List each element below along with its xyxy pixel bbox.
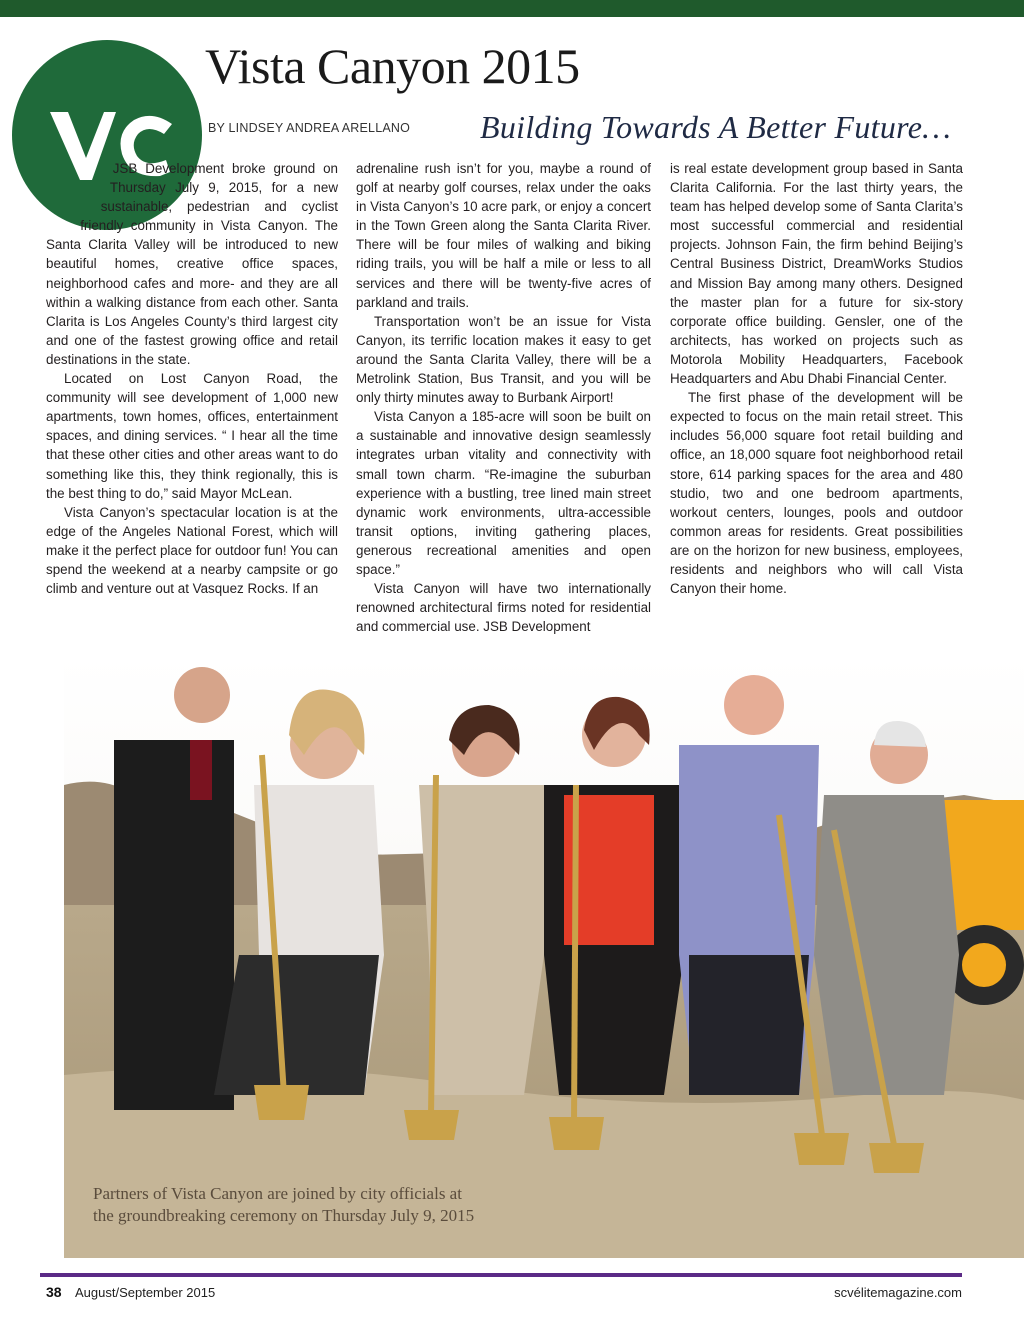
caption-line-1: Partners of Vista Canyon are joined by city officials at xyxy=(93,1184,462,1203)
article-column-3 xyxy=(670,159,963,598)
paragraph: is real estate development group based in Santa Clarita California. For the last thirty years, the team has helped develop some of Santa Clarita’s most successful commercial and residential projects. Johnson Fain, the firm behind Beijing’s Central Business District, DreamWorks Studios and Mission Bay among many others. Designed the master plan for a future for six-story corporate office building. Gensler, one of the architects, has worked on projects such as Motorola Mobility Headquarters, Facebook Headquarters and Abu Dhabi Financial Center. xyxy=(670,161,963,387)
paragraph: Transportation won’t be an issue for Vista Canyon, its terrific location makes it easy to get around the Santa Clarita Valley, there will be a Metrolink Station, Bus Transit, and you will be only thirty minutes away to Burbank Airport! xyxy=(356,313,651,406)
paragraph: JSB Development broke ground on Thursday July 9, 2015, for a new sustainable, pedestrian and cyclist friendly community in Vista Canyon. The Santa Clarita Valley will be introduced to new beautiful homes, creative office spaces, neighborhood cafes and more- and they are all within a walking distance from each other. Santa Clarita is Los Angeles County’s third largest city and one of the fastest growing office and retail destinations in the state. xyxy=(46,161,338,367)
issue-date: August/September 2015 xyxy=(75,1285,216,1300)
article-subtitle: Building Towards A Better Future… xyxy=(480,109,951,145)
paragraph: Vista Canyon a 185-acre will soon be built on a sustainable and innovative design seamlessly integrates urban vitality and connectivity with small town charm. “Re-imagine the suburban experience with a bustling, tree lined main street dynamic work environments, ultra-accessible transit options, inviting gathering places, generous recreational amenities and open space.” xyxy=(356,409,651,577)
website-link[interactable]: scvélitemagazine.com xyxy=(834,1285,962,1300)
top-color-bar xyxy=(0,0,1024,17)
caption-line-2: the groundbreaking ceremony on Thursday July 9, 2015 xyxy=(93,1206,475,1225)
groundbreaking-photo xyxy=(64,655,1024,1258)
page-number: 38 xyxy=(46,1284,62,1300)
paragraph: Vista Canyon’s spectacular location is at the edge of the Angeles National Forest, which will make it the perfect place for outdoor fun! You can spend the weekend at a nearby campsite or go climb and venture out at Vasquez Rocks. If an xyxy=(46,504,338,597)
article-title: Vista Canyon 2015 xyxy=(205,38,580,94)
photo-caption xyxy=(93,1183,474,1227)
byline: BY LINDSEY ANDREA ARELLANO xyxy=(208,121,411,135)
paragraph: adrenaline rush isn’t for you, maybe a round of golf at nearby golf courses, relax under the oaks in Vista Canyon’s 10 acre park, or enjoy a concert in the Town Green along the Santa Clarita River. There will be four miles of walking and biking riding trails, you will be half a mile or less to all services and there will be twenty-five acres of parkland and trails. xyxy=(356,161,652,310)
paragraph: The first phase of the development will be expected to focus on the main retail street. This includes 56,000 square foot retail building and office, an 18,000 square foot neighborhood retail store, 614 parking spaces for the area and 480 studio, two and one bedroom apartments, workout centers, lounges, pools and outdoor common areas for residents. Great possibilities are on the horizon for new business, employees, residents and neighbors who will call Vista Canyon their home. xyxy=(670,390,963,597)
photo-illustration xyxy=(64,655,1024,1258)
paragraph: Vista Canyon will have two internationally renowned architectural firms noted for residential and commercial use. JSB Development xyxy=(356,581,651,635)
article-column-2 xyxy=(356,159,651,636)
article-column-1 xyxy=(46,159,338,598)
paragraph: Located on Lost Canyon Road, the community will see development of 1,000 new apartments, town homes, offices, entertainment spaces, and dining services. “ I hear all the time that these other cities and other areas want to do something like this, they think regionally, this is the best thing to do,” said Mayor McLean. xyxy=(46,371,338,501)
footer-rule xyxy=(40,1273,962,1277)
